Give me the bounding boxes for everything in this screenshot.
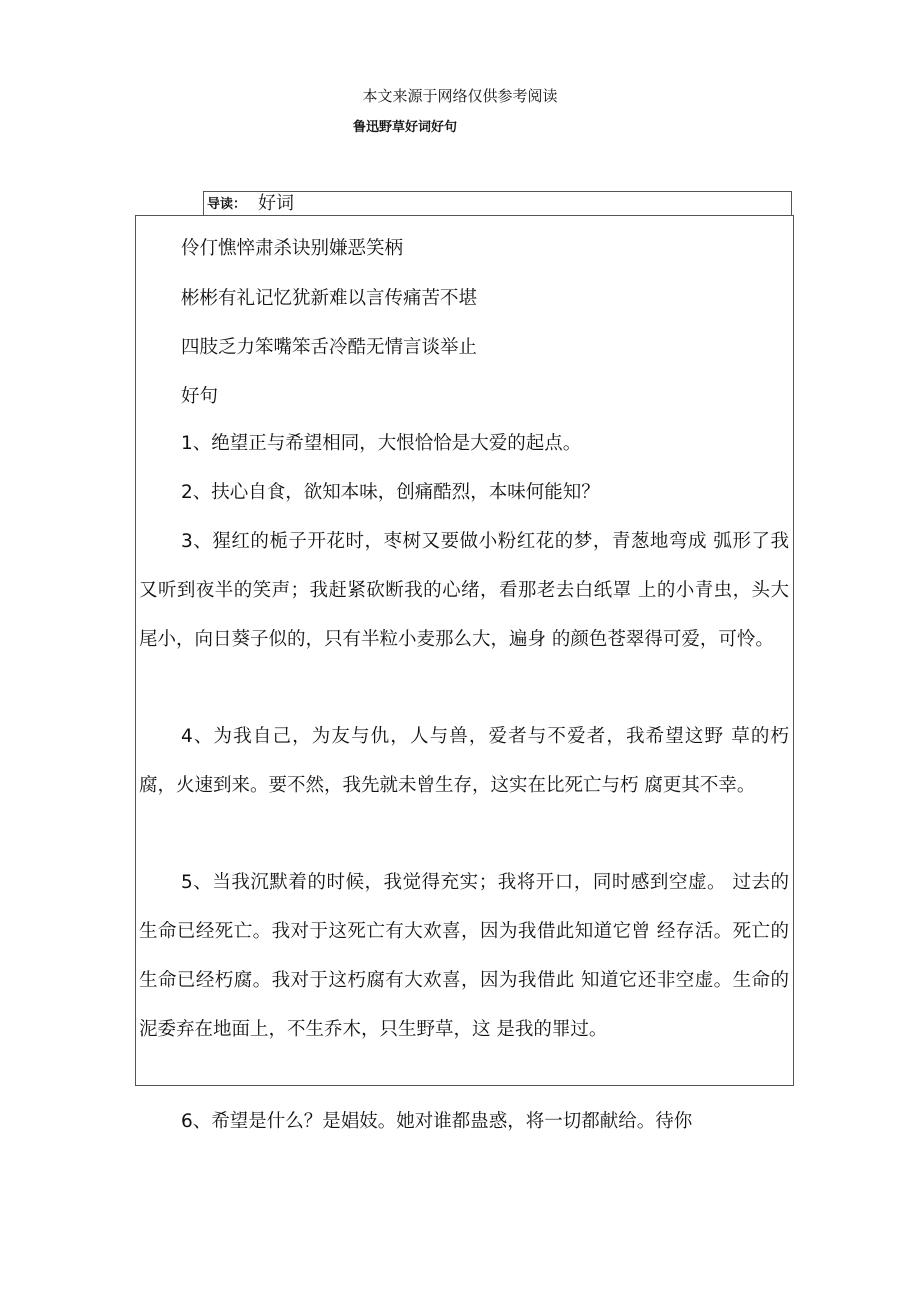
sentence-2: 2、扶心自食，欲知本味，创痛酷烈，本味何能知？ [181,482,600,503]
sentence-3: 3、猩红的栀子开花时，枣树又要做小粉红花的梦，青葱地弯成 弧形了我又听到夜半的笑声；我赶紧砍断我的心绪，看那老去白纸罩 上的小青虫，头大尾小，向日葵子似的，只有半粒小麦那么大，遍身 的颜色苍翠得可爱，可怜。 [139,531,789,650]
word-list-line-3: 四肢乏力笨嘴笨舌冷酷无情言谈举止 [181,337,478,358]
lead-label: 导读： [207,197,247,212]
sentence-4: 4、为我自己，为友与仇，人与兽，爱者与不爱者，我希望这野 草的朽腐，火速到来。要不然，我先就未曾生存，这实在比死亡与朽 腐更其不幸。 [139,726,789,796]
sentence-5: 5、当我沉默着的时候，我觉得充实；我将开口，同时感到空虚。 过去的生命已经死亡。我对于这死亡有大欢喜，因为我借此知道它曾 经存活。死亡的生命已经朽腐。我对于这朽腐有大欢喜，因为我借此 知道它还非空虚。生命的泥委弃在地面上，不生乔木，只生野草，这 是我的罪过。 [139,872,789,1040]
word-list-line-2: 彬彬有礼记忆犹新难以言传痛苦不堪 [181,288,478,309]
source-note: 本文来源于网络仅供参考阅读 [362,87,558,105]
sentence-1: 1、绝望正与希望相同，大恨恰恰是大爱的起点。 [181,433,582,454]
document-title: 鲁迅野草好词好句 [352,120,457,135]
word-list-line-1: 伶仃憔悴肃杀诀别嫌恶笑柄 [181,238,404,259]
sentences-heading: 好句 [181,386,219,407]
lead-heading-words: 好词 [258,193,294,214]
sentence-6: 6、希望是什么？是娼妓。她对谁都蛊惑，将一切都献给。待你 [181,1111,693,1132]
lead-header-cell [203,191,792,215]
